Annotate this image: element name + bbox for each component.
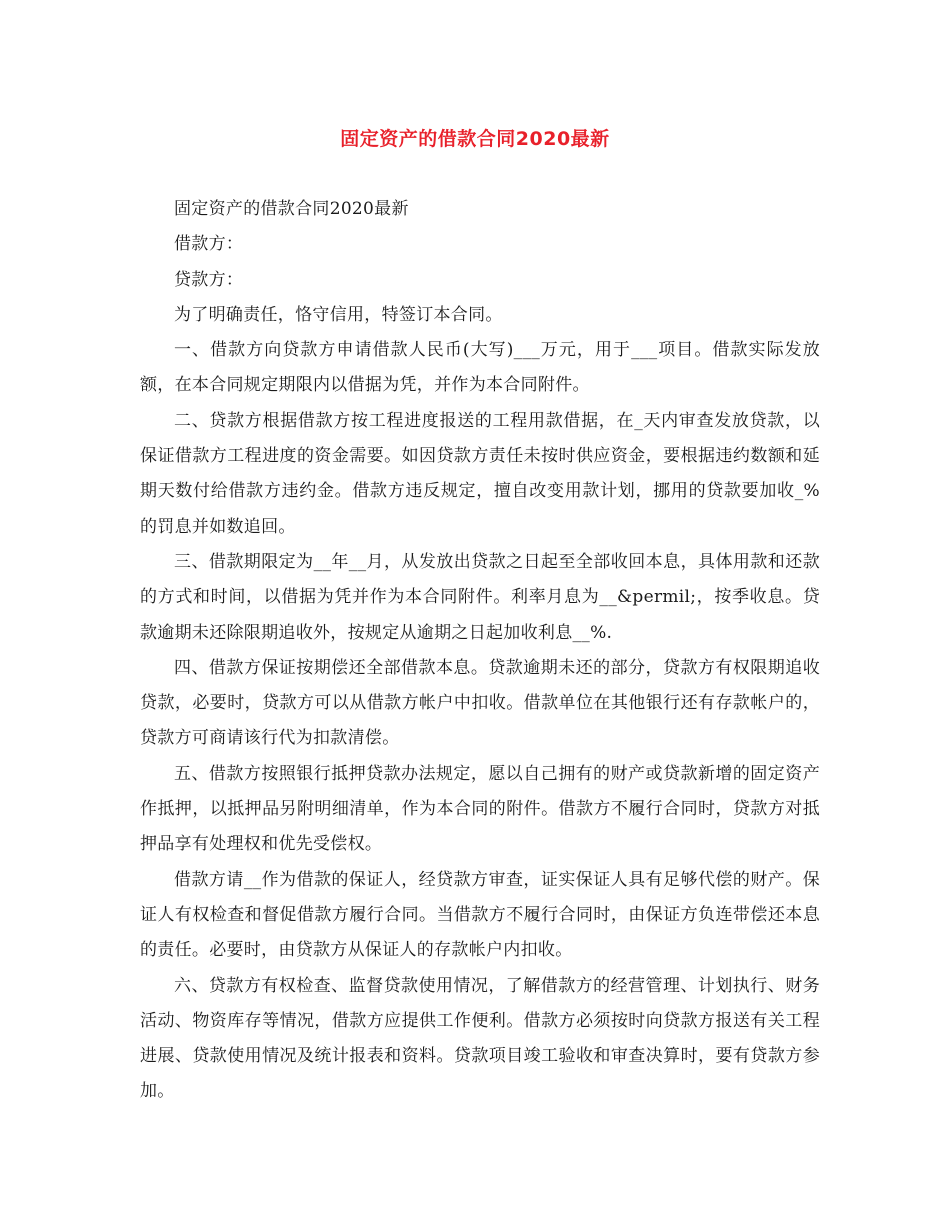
document-body: [140, 192, 820, 1110]
paragraph-clause-4: 四、借款方保证按期偿还全部借款本息。贷款逾期未还的部分，贷款方有权限期追收贷款，必要时，贷款方可以从借款方帐户中扣收。借款单位在其他银行还有存款帐户的，贷款方可商请该行代为扣款清偿。: [140, 657, 820, 749]
paragraph-clause-5: 五、借款方按照银行抵押贷款办法规定，愿以自己拥有的财产或贷款新增的固定资产作抵押，以抵押品另附明细清单，作为本合同的附件。借款方不履行合同时，贷款方对抵押品享有处理权和优先受偿权。: [140, 763, 820, 855]
paragraph-preamble: 为了明确责任，恪守信用，特签订本合同。: [174, 304, 503, 325]
paragraph-borrower: 借款方：: [174, 234, 244, 255]
paragraph-heading: 固定资产的借款合同2020最新: [174, 199, 409, 219]
paragraph-lender: 贷款方：: [174, 269, 244, 290]
paragraph-guarantor: 借款方请__作为借款的保证人，经贷款方审查，证实保证人具有足够代偿的财产。保证人有权检查和督促借款方履行合同。当借款方不履行合同时，由保证方负连带偿还本息的责任。必要时，由贷款方从保证人的存款帐户内扣收。: [140, 869, 820, 961]
paragraph-clause-3: 三、借款期限定为__年__月，从发放出贷款之日起至全部收回本息，具体用款和还款的方式和时间，以借据为凭并作为本合同附件。利率月息为__&permil;，按季收息。贷款逾期未还除限期追收外，按规定从逾期之日起加收利息__%.: [140, 551, 820, 643]
paragraph-clause-1: 一、借款方向贷款方申请借款人民币(大写)___万元，用于___项目。借款实际发放额，在本合同规定期限内以借据为凭，并作为本合同附件。: [140, 340, 820, 396]
paragraph-clause-6: 六、贷款方有权检查、监督贷款使用情况，了解借款方的经营管理、计划执行、财务活动、物资库存等情况，借款方应提供工作便利。借款方必须按时向贷款方报送有关工程进展、贷款使用情况及统计报表和资料。贷款项目竣工验收和审查决算时，要有贷款方参加。: [140, 975, 820, 1102]
paragraph-clause-2: 二、贷款方根据借款方按工程进度报送的工程用款借据，在_天内审查发放贷款，以保证借款方工程进度的资金需要。如因贷款方责任未按时供应资金，要根据违约数额和延期天数付给借款方违约金。借款方违反规定，擅自改变用款计划，挪用的贷款要加收_%的罚息并如数追回。: [140, 410, 820, 537]
document-title: 固定资产的借款合同2020最新: [340, 128, 610, 150]
